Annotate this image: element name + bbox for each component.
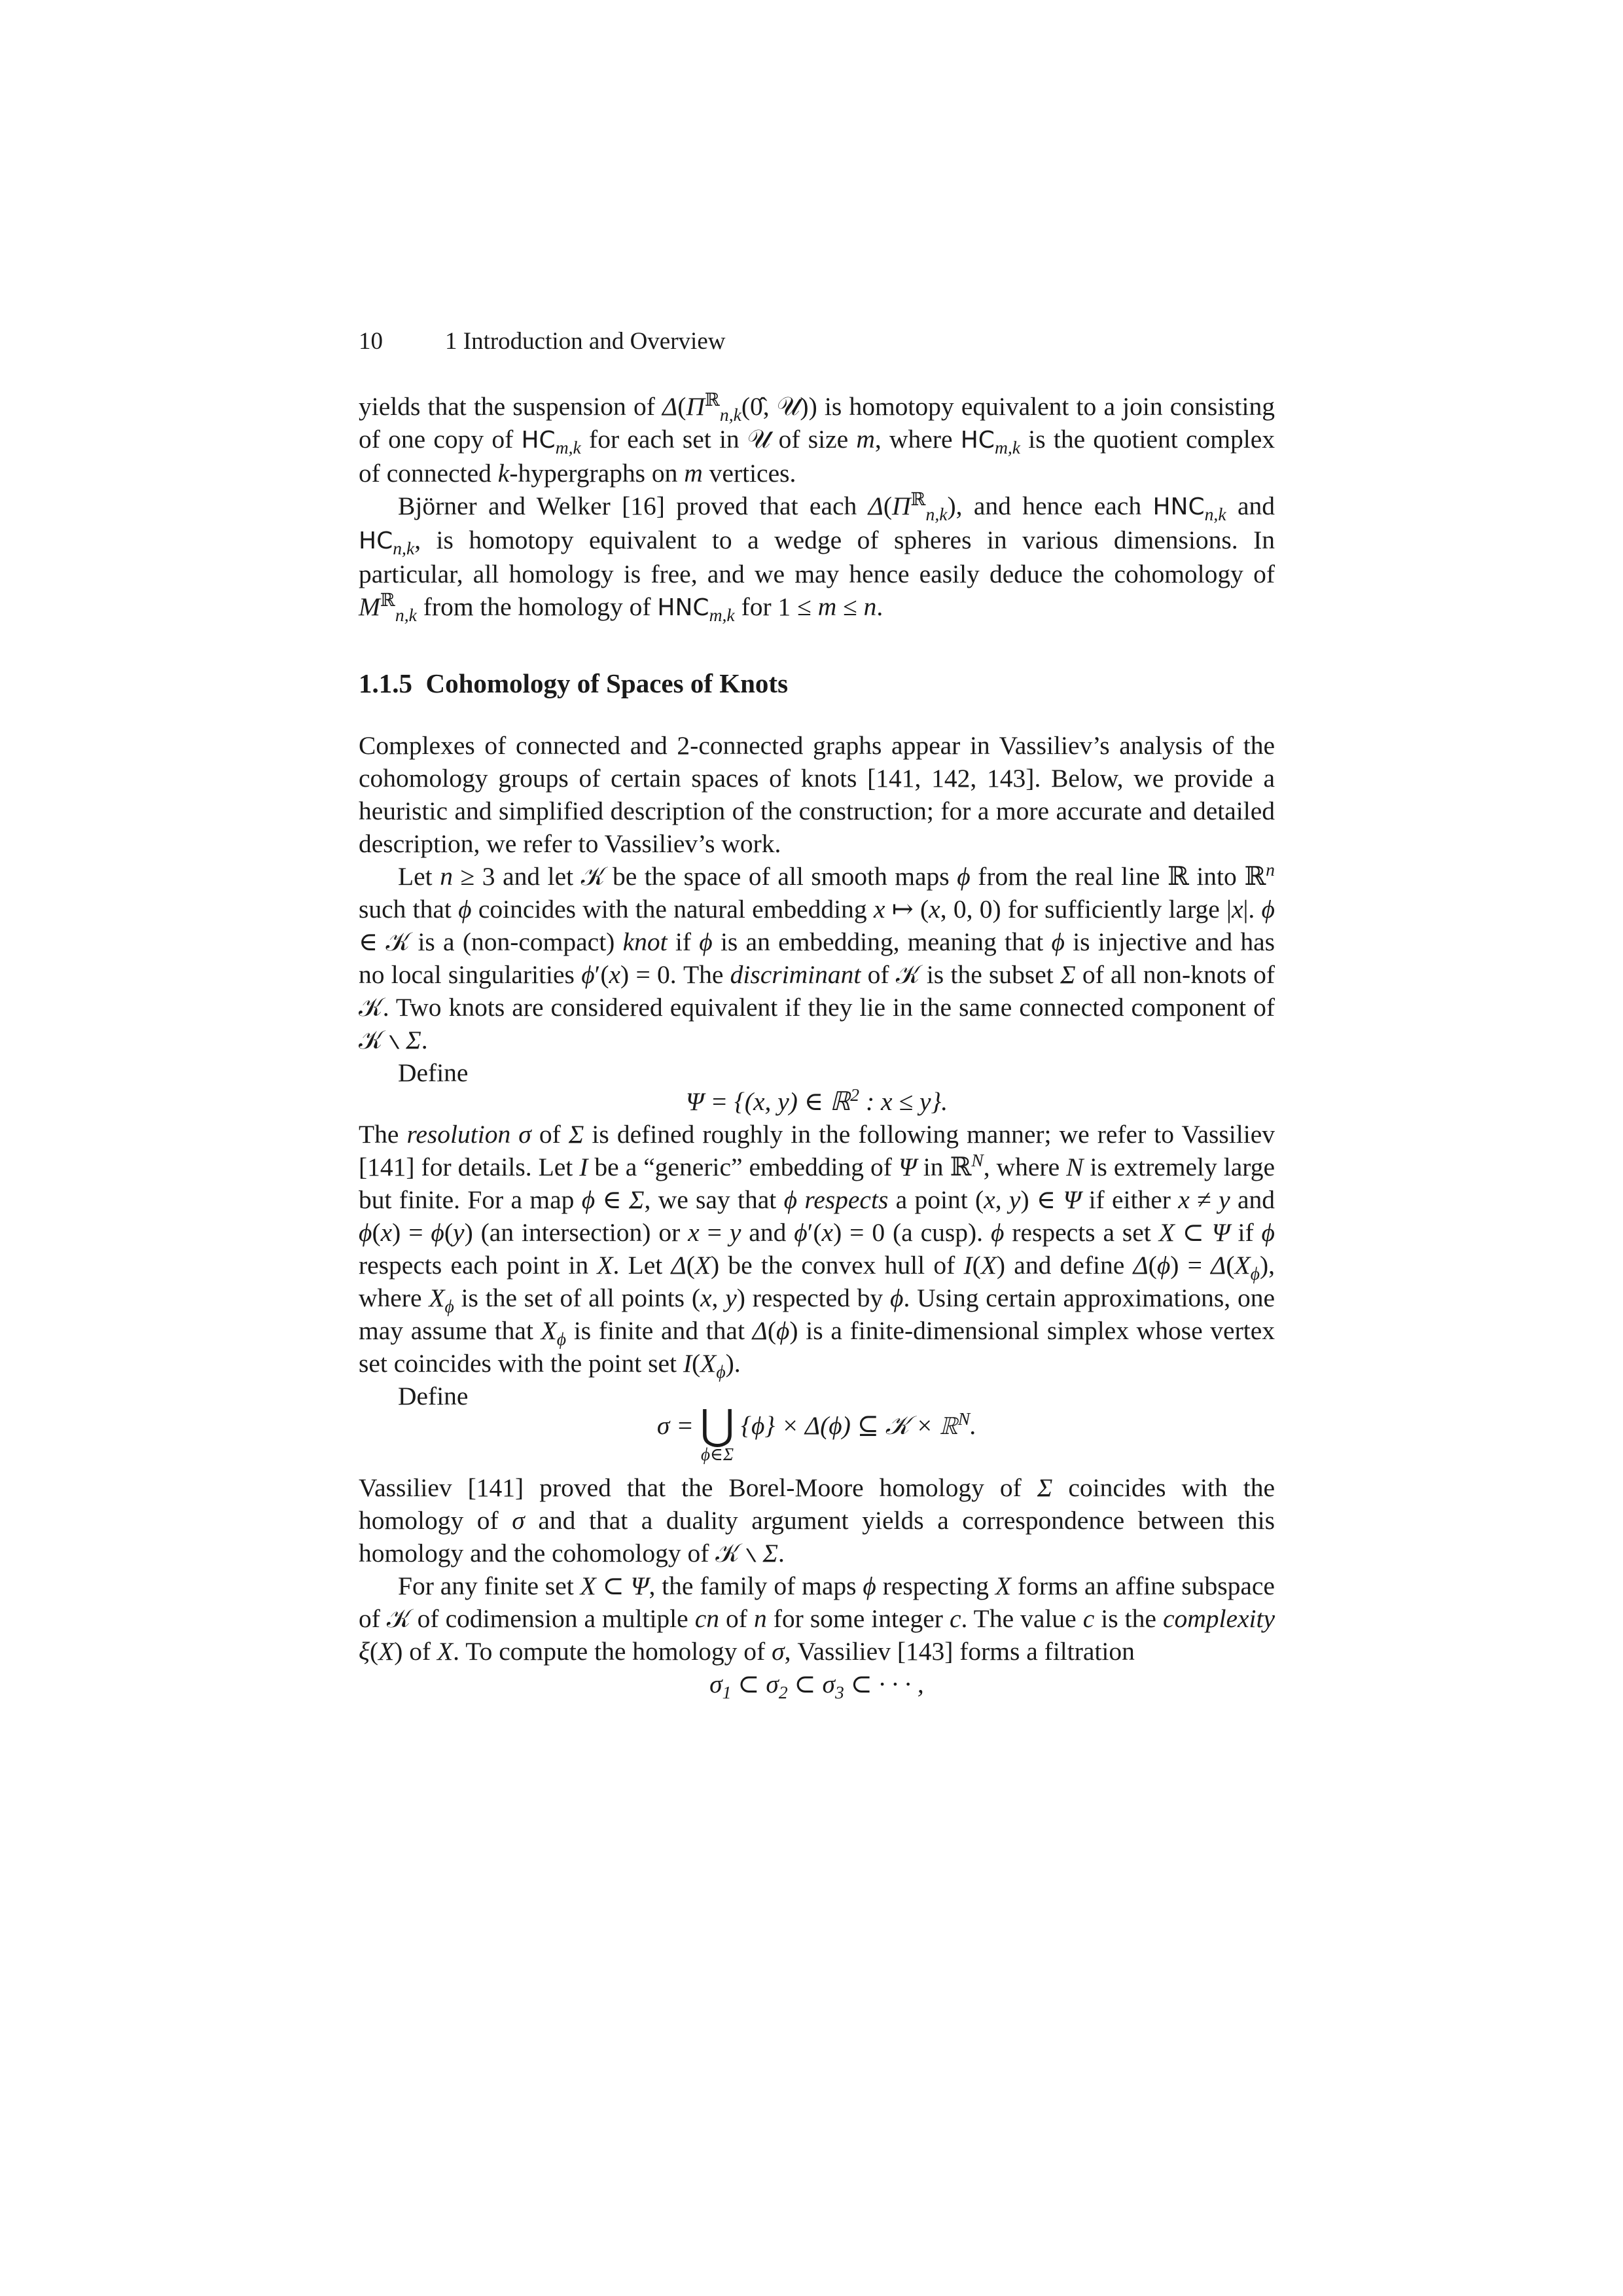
define-label: Define: [398, 1058, 469, 1087]
paragraph: Let n ≥ 3 and let 𝒦 be the space of all smooth maps ϕ from the real line ℝ into ℝ$^n$ such that ϕ coincides with the natural embedding x ↦ (x, 0, 0) for sufficiently large |x|. ϕ ∈ 𝒦 is a (non-compact) knot if ϕ is an embedding, meaning that ϕ is injective and has no local singularities ϕ′(x) = 0. The discriminant of 𝒦 is the subset Σ of all non-knots of 𝒦. Two knots are considered equivalent if they lie in the same connected component of 𝒦 ∖ Σ.: [359, 859, 1275, 1054]
text-block-main: [359, 729, 1275, 1700]
equation-psi: Ψ = {(x, y) ∈ ℝ$^2$ : x ≤ y}.: [685, 1084, 948, 1116]
text-block-top: [359, 390, 1275, 624]
running-header: [359, 327, 725, 355]
define-label: Define: [398, 1382, 469, 1410]
paragraph: For any finite set X ⊂ Ψ, the family of maps ϕ respecting X forms an affine subspace of 𝒦 of codimension a multiple cn of n for some integer c. The value c is the complexity ξ(X) of X. To compute the homology of σ, Vassiliev [143] forms a filtration: [359, 1571, 1275, 1666]
section-heading: [359, 668, 788, 699]
page-number: 10: [359, 328, 383, 355]
equation-filtration: $\sigma_1$ ⊂ $\sigma_2$ ⊂ $\sigma_3$ ⊂ · · · ,: [709, 1670, 924, 1702]
paragraph: Björner and Welker [16] proved that each $\Delta(\Pi^ℝ_{n,k})$, and hence each $HNC_{n,k}$ and $HC_{n,k}$, is homotopy equivalent to a wedge of spheres in various dimensions. In particular, all homology is free, and we may hence easily deduce the cohomology of $M^ℝ_{n,k}$ from the homology of $HNC_{m,k}$ for 1 ≤ m ≤ n.: [359, 488, 1275, 625]
section-number: 1.1.5: [359, 668, 412, 698]
paragraph: Complexes of connected and 2-connected graphs appear in Vassiliev’s analysis of the cohomology groups of certain spaces of knots [141, 142, 143]. Below, we provide a heuristic and simplified description of the construction; for a more accurate and detailed description, we refer to Vassiliev’s work.: [359, 731, 1275, 858]
paragraph: Vassiliev [141] proved that the Borel-Moore homology of Σ coincides with the homology of σ and that a duality argument yields a correspondence between this homology and the cohomology of 𝒦 ∖ Σ.: [359, 1473, 1275, 1568]
equation-sigma: σ = ⋃ ϕ∈Σ {ϕ} × Δ(ϕ) ⊆ 𝒦 × ℝ$^N$.: [656, 1402, 977, 1464]
section-title: Cohomology of Spaces of Knots: [425, 668, 789, 698]
paragraph: The resolution σ of Σ is defined roughly in the following manner; we refer to Vassiliev [141] for details. Let I be a “generic” embedding of Ψ in ℝ$^N$, where N is extremely large but finite. For a map ϕ ∈ Σ, we say that ϕ respects a point (x, y) ∈ Ψ if either x ≠ y and ϕ(x) = ϕ(y) (an intersection) or x = y and ϕ′(x) = 0 (a cusp). ϕ respects a set X ⊂ Ψ if ϕ respects each point in X. Let Δ(X) be the convex hull of I(X) and define $\Delta(\phi) = \Delta(X_\phi)$, where $X_\phi$ is the set of all points (x, y) respected by ϕ. Using certain approximations, one may assume that $X_\phi$ is finite and that Δ(ϕ) is a finite-dimensional simplex whose vertex set coincides with the point set $I(X_\phi)$.: [359, 1120, 1275, 1382]
running-title: 1 Introduction and Overview: [445, 328, 726, 355]
paragraph: yields that the suspension of $\Delta(\Pi^ℝ_{n,k}(0̂$, 𝒰)) is homotopy equivalent to a join consisting of one copy of $HC_{m,k}$ for each set in 𝒰 of size m, where $HC_{m,k}$ is the quotient complex of connected k-hypergraphs on m vertices.: [359, 389, 1275, 488]
